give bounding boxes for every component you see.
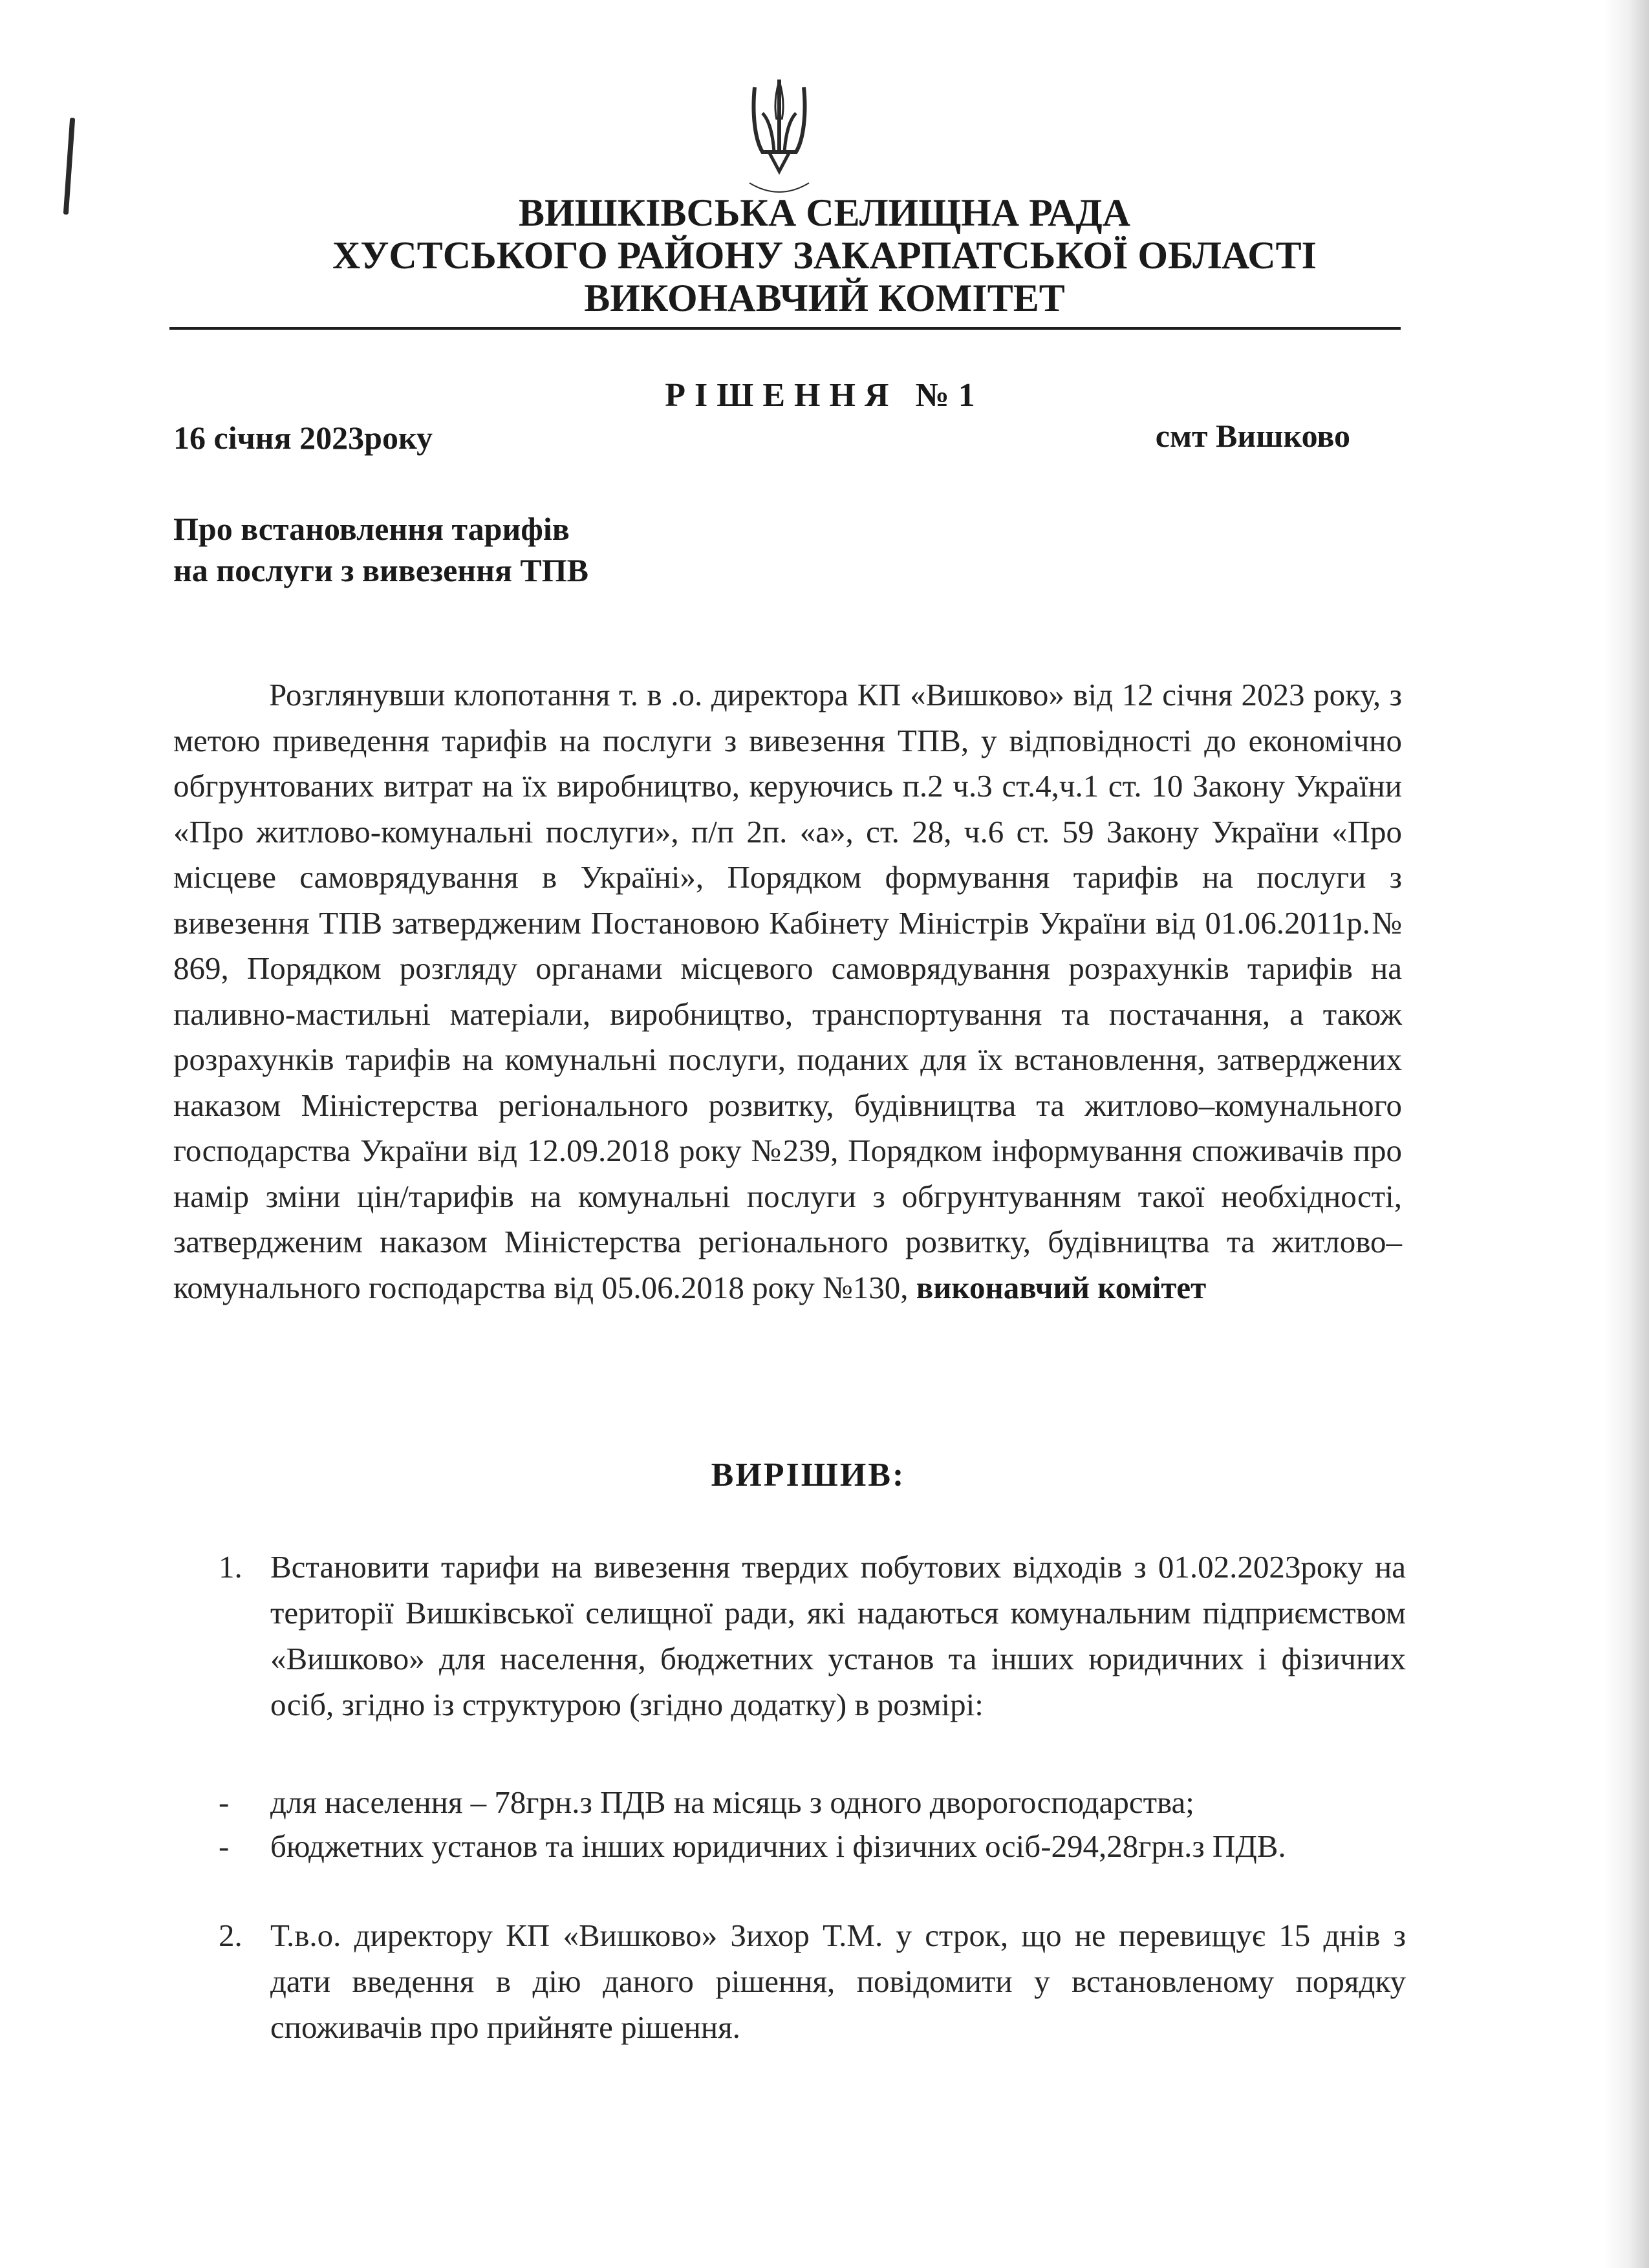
subject-line-2: на послуги з вивезення ТПВ [173, 552, 589, 588]
scan-edge-shadow [1604, 0, 1649, 2268]
item-text: Встановити тарифи на вивезення твердих побутових відходів з 01.02.2023року на території Вишківської селищної ради, які надаються комунальним підприємством «Вишково» для населення, бюджетних установ та інших юридичних і фізичних осіб, згідно із структурою (згідно додатку) в розмірі: [270, 1549, 1406, 1722]
dash-bullet: - [219, 1784, 230, 1820]
decision-item-1 [219, 1544, 1406, 1777]
council-header [0, 191, 1649, 319]
preamble-text: Розглянувши клопотання т. в .о. директора КП «Вишково» від 12 січня 2023 року, з метою приведення тарифів на послуги з вивезення ТПВ, у відповідності до економічно обгрунтованих витрат на їх виробництво, керуючись п.2 ч.3 ст.4,ч.1 ст. 10 Закону України «Про житлово-комунальні послуги», п/п 2п. «а», ст. 28, ч.6 ст. 59 Закону України «Про місцеве самоврядування в Україні», Порядком формування тарифів на послуги з вивезення ТПВ затвердженим Постановою Кабінету Міністрів України від 01.06.2011р.№ 869, Порядком розгляду органами місцевого самоврядування розрахунків тарифів на паливно-мастильні матеріали, виробництво, транспортування та постачання, а також розрахунків тарифів на комунальні послуги, поданих для їх встановлення, затверджених наказом Міністерства регіонального розвитку, будівництва та житлово–комунального господарства України від 12.09.2018 року №239, Порядком інформування споживачів про намір зміни цін/тарифів на комунальні послуги з обгрунтуванням такої необхідності, затвердженим наказом Міністерства регіонального розвитку, будівництва та житлово–комунального господарства від 05.06.2018 року №130, [173, 677, 1402, 1305]
tariff-institutions-text: бюджетних установ та інших юридичних і фізичних осіб-294,28грн.з ПДВ. [270, 1828, 1286, 1864]
council-name: ВИШКІВСЬКА СЕЛИЩНА РАДА [518, 191, 1131, 234]
header-divider [169, 327, 1401, 330]
decision-item-2 [219, 1912, 1406, 2068]
trident-coat-of-arms-icon [740, 74, 818, 197]
district-name: ХУСТСЬКОГО РАЙОНУ ЗАКАРПАТСЬКОЇ ОБЛАСТІ [332, 234, 1317, 277]
document-place: смт Вишково [1155, 418, 1350, 454]
document-title: РІШЕННЯ №1 [665, 377, 984, 414]
tariff-population-text: для населення – 78грн.з ПДВ на місяць з одного дворогосподарства; [270, 1784, 1194, 1820]
preamble-paragraph [173, 672, 1402, 1311]
item-number: 2. [219, 1918, 242, 1953]
decision-heading: ВИРІШИВ: [711, 1457, 906, 1493]
document-date: 16 січня 2023року [173, 420, 433, 456]
subject-line-1: Про встановлення тарифів [173, 511, 570, 547]
dash-bullet: - [219, 1828, 230, 1864]
document-subject [173, 508, 588, 591]
preamble-bold-text: виконавчий комітет [916, 1269, 1207, 1305]
item-text: Т.в.о. директору КП «Вишково» Зихор Т.М. у строк, що не перевищує 15 днів з дати введення в дію даного рішення, повідомити у встановленому порядку споживачів про прийняте рішення. [270, 1918, 1406, 2045]
committee-name: ВИКОНАВЧИЙ КОМІТЕТ [584, 277, 1065, 319]
tariff-institutions [219, 1823, 1406, 1920]
item-number: 1. [219, 1549, 242, 1585]
